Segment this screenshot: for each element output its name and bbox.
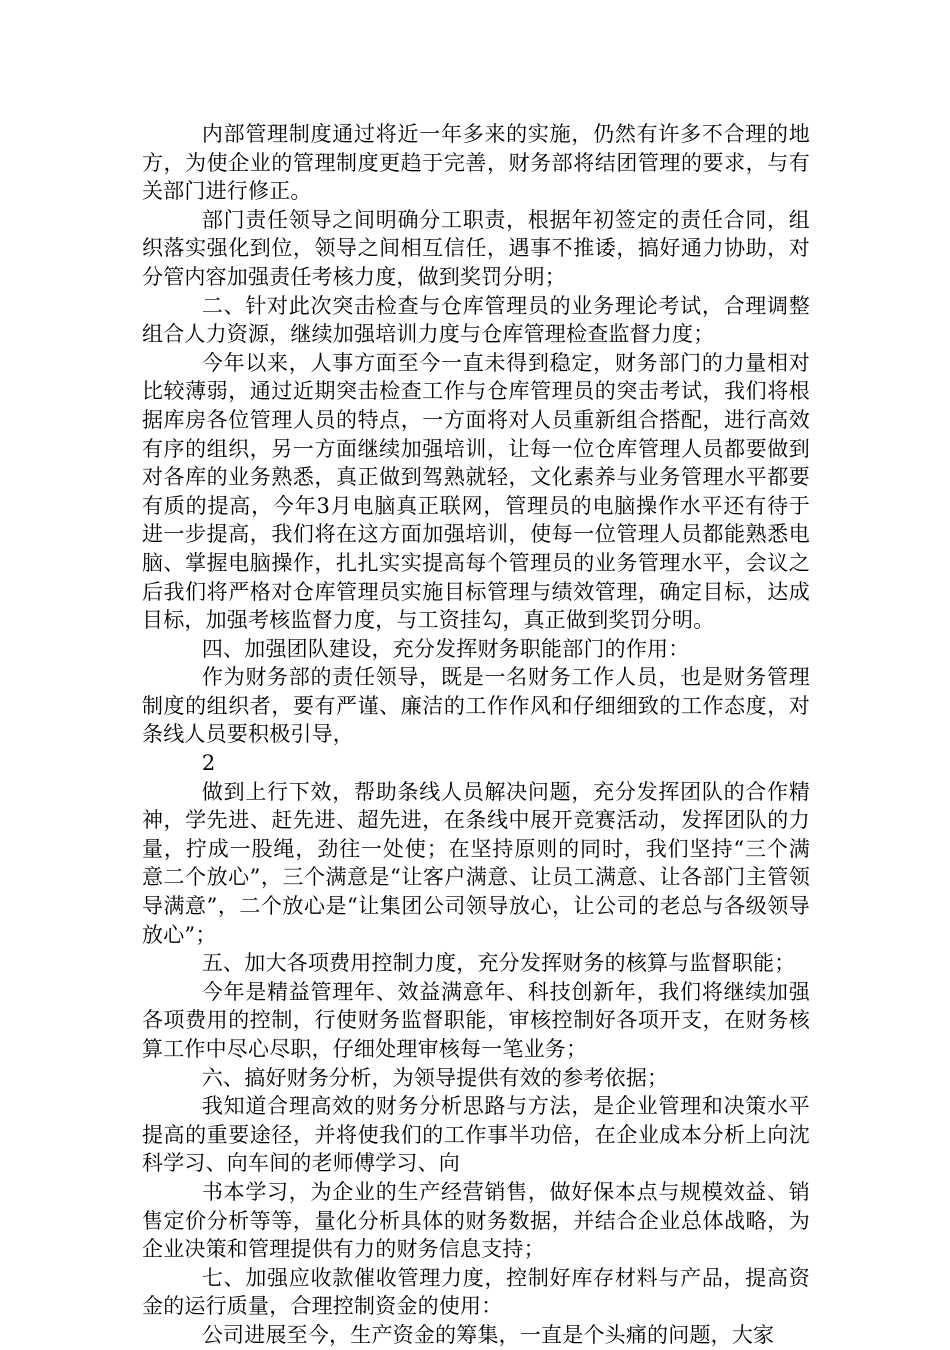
paragraph-system-revision: 内部管理制度通过将近一年多来的实施，仍然有许多不合理的地方，为使企业的管理制度更趋于完善，财务部将结团管理的要求，与有关部门进行修正。 — [142, 122, 810, 204]
document-page — [142, 120, 810, 1350]
paragraph-section-two-heading: 二、针对此次突击检查与仓库管理员的业务理论考试，合理调整组合人力资源，继续加强培训力度与仓库管理检查监督力度； — [142, 293, 810, 347]
paragraph-team-cooperation: 做到上行下效，帮助条线人员解决问题，充分发挥团队的合作精神，学先进、赶先进、超先进，在条线中展开竞赛活动，发挥团队的力量，拧成一股绳，劲往一处使；在坚持原则的同时，我们坚持“三个满意二个放心”，三个满意是“让客户满意、让员工满意、让各部门主管领导满意”，二个放心是“让集团公司领导放心，让公司的老总与各级领导放心”； — [142, 779, 810, 947]
paragraph-section-four-heading: 四、加强团队建设，充分发挥财务职能部门的作用： — [201, 636, 690, 661]
paragraph-responsibility-division: 部门责任领导之间明确分工职责，根据年初签定的责任合同，组织落实强化到位，领导之间相互信任，遇事不推诿，搞好通力协助，对分管内容加强责任考核力度，做到奖罚分明； — [142, 207, 810, 289]
paragraph-leader-role: 作为财务部的责任领导，既是一名财务工作人员，也是财务管理制度的组织者，要有严谨、廉洁的工作作风和仔细细致的工作态度，对条线人员要积极引导， — [142, 665, 810, 747]
paragraph-financial-analysis: 我知道合理高效的财务分析思路与方法，是企业管理和决策水平提高的重要途径，并将使我们的工作事半功倍，在企业成本分析上向沈科学习、向车间的老师傅学习、向 — [142, 1094, 810, 1176]
paragraph-section-five-heading: 五、加大各项费用控制力度，充分发挥财务的核算与监督职能； — [201, 951, 796, 976]
page-number: 2 — [201, 751, 216, 776]
paragraph-section-six-heading: 六、搞好财务分析，为领导提供有效的参考依据； — [201, 1065, 669, 1090]
paragraph-data-support: 书本学习，为企业的生产经营销售，做好保本点与规模效益、销售定价分析等等，量化分析具体的财务数据，并结合企业总体战略，为企业决策和管理提供有力的财务信息支持； — [142, 1179, 810, 1262]
paragraph-section-seven-heading: 七、加强应收款催收管理力度，控制好库存材料与产品，提高资金的运行质量，合理控制资金的使用： — [142, 1265, 810, 1319]
paragraph-personnel-training: 今年以来，人事方面至今一直未得到稳定，财务部门的力量相对比较薄弱，通过近期突击检查工作与仓库管理员的突击考试，我们将根据库房各位管理人员的特点，一方面将对人员重新组合搭配，进行高效有序的组织，另一方面继续加强培训，让每一位仓库管理人员都要做到对各库的业务熟悉，真正做到驾熟就轻，文化素养与业务管理水平都要有质的提高，今年3月电脑真正联网，管理员的电脑操作水平还有待于进一步提高，我们将在这方面加强培训，使每一位管理人员都能熟悉电脑、掌握电脑操作，扎扎实实提高每个管理员的业务管理水平，会议之后我们将严格对仓库管理员实施目标管理与绩效管理，确定目标，达成目标，加强考核监督力度，与工资挂勾，真正做到奖罚分明。 — [142, 350, 810, 633]
paragraph-cost-control: 今年是精益管理年、效益满意年、科技创新年，我们将继续加强各项费用的控制，行使财务监督职能，审核控制好各项开支，在财务核算工作中尽心尽职，仔细处理审核每一笔业务； — [142, 979, 810, 1061]
paragraph-funding-issue: 公司进展至今，生产资金的筹集，一直是个头痛的问题，大家 — [201, 1322, 775, 1347]
